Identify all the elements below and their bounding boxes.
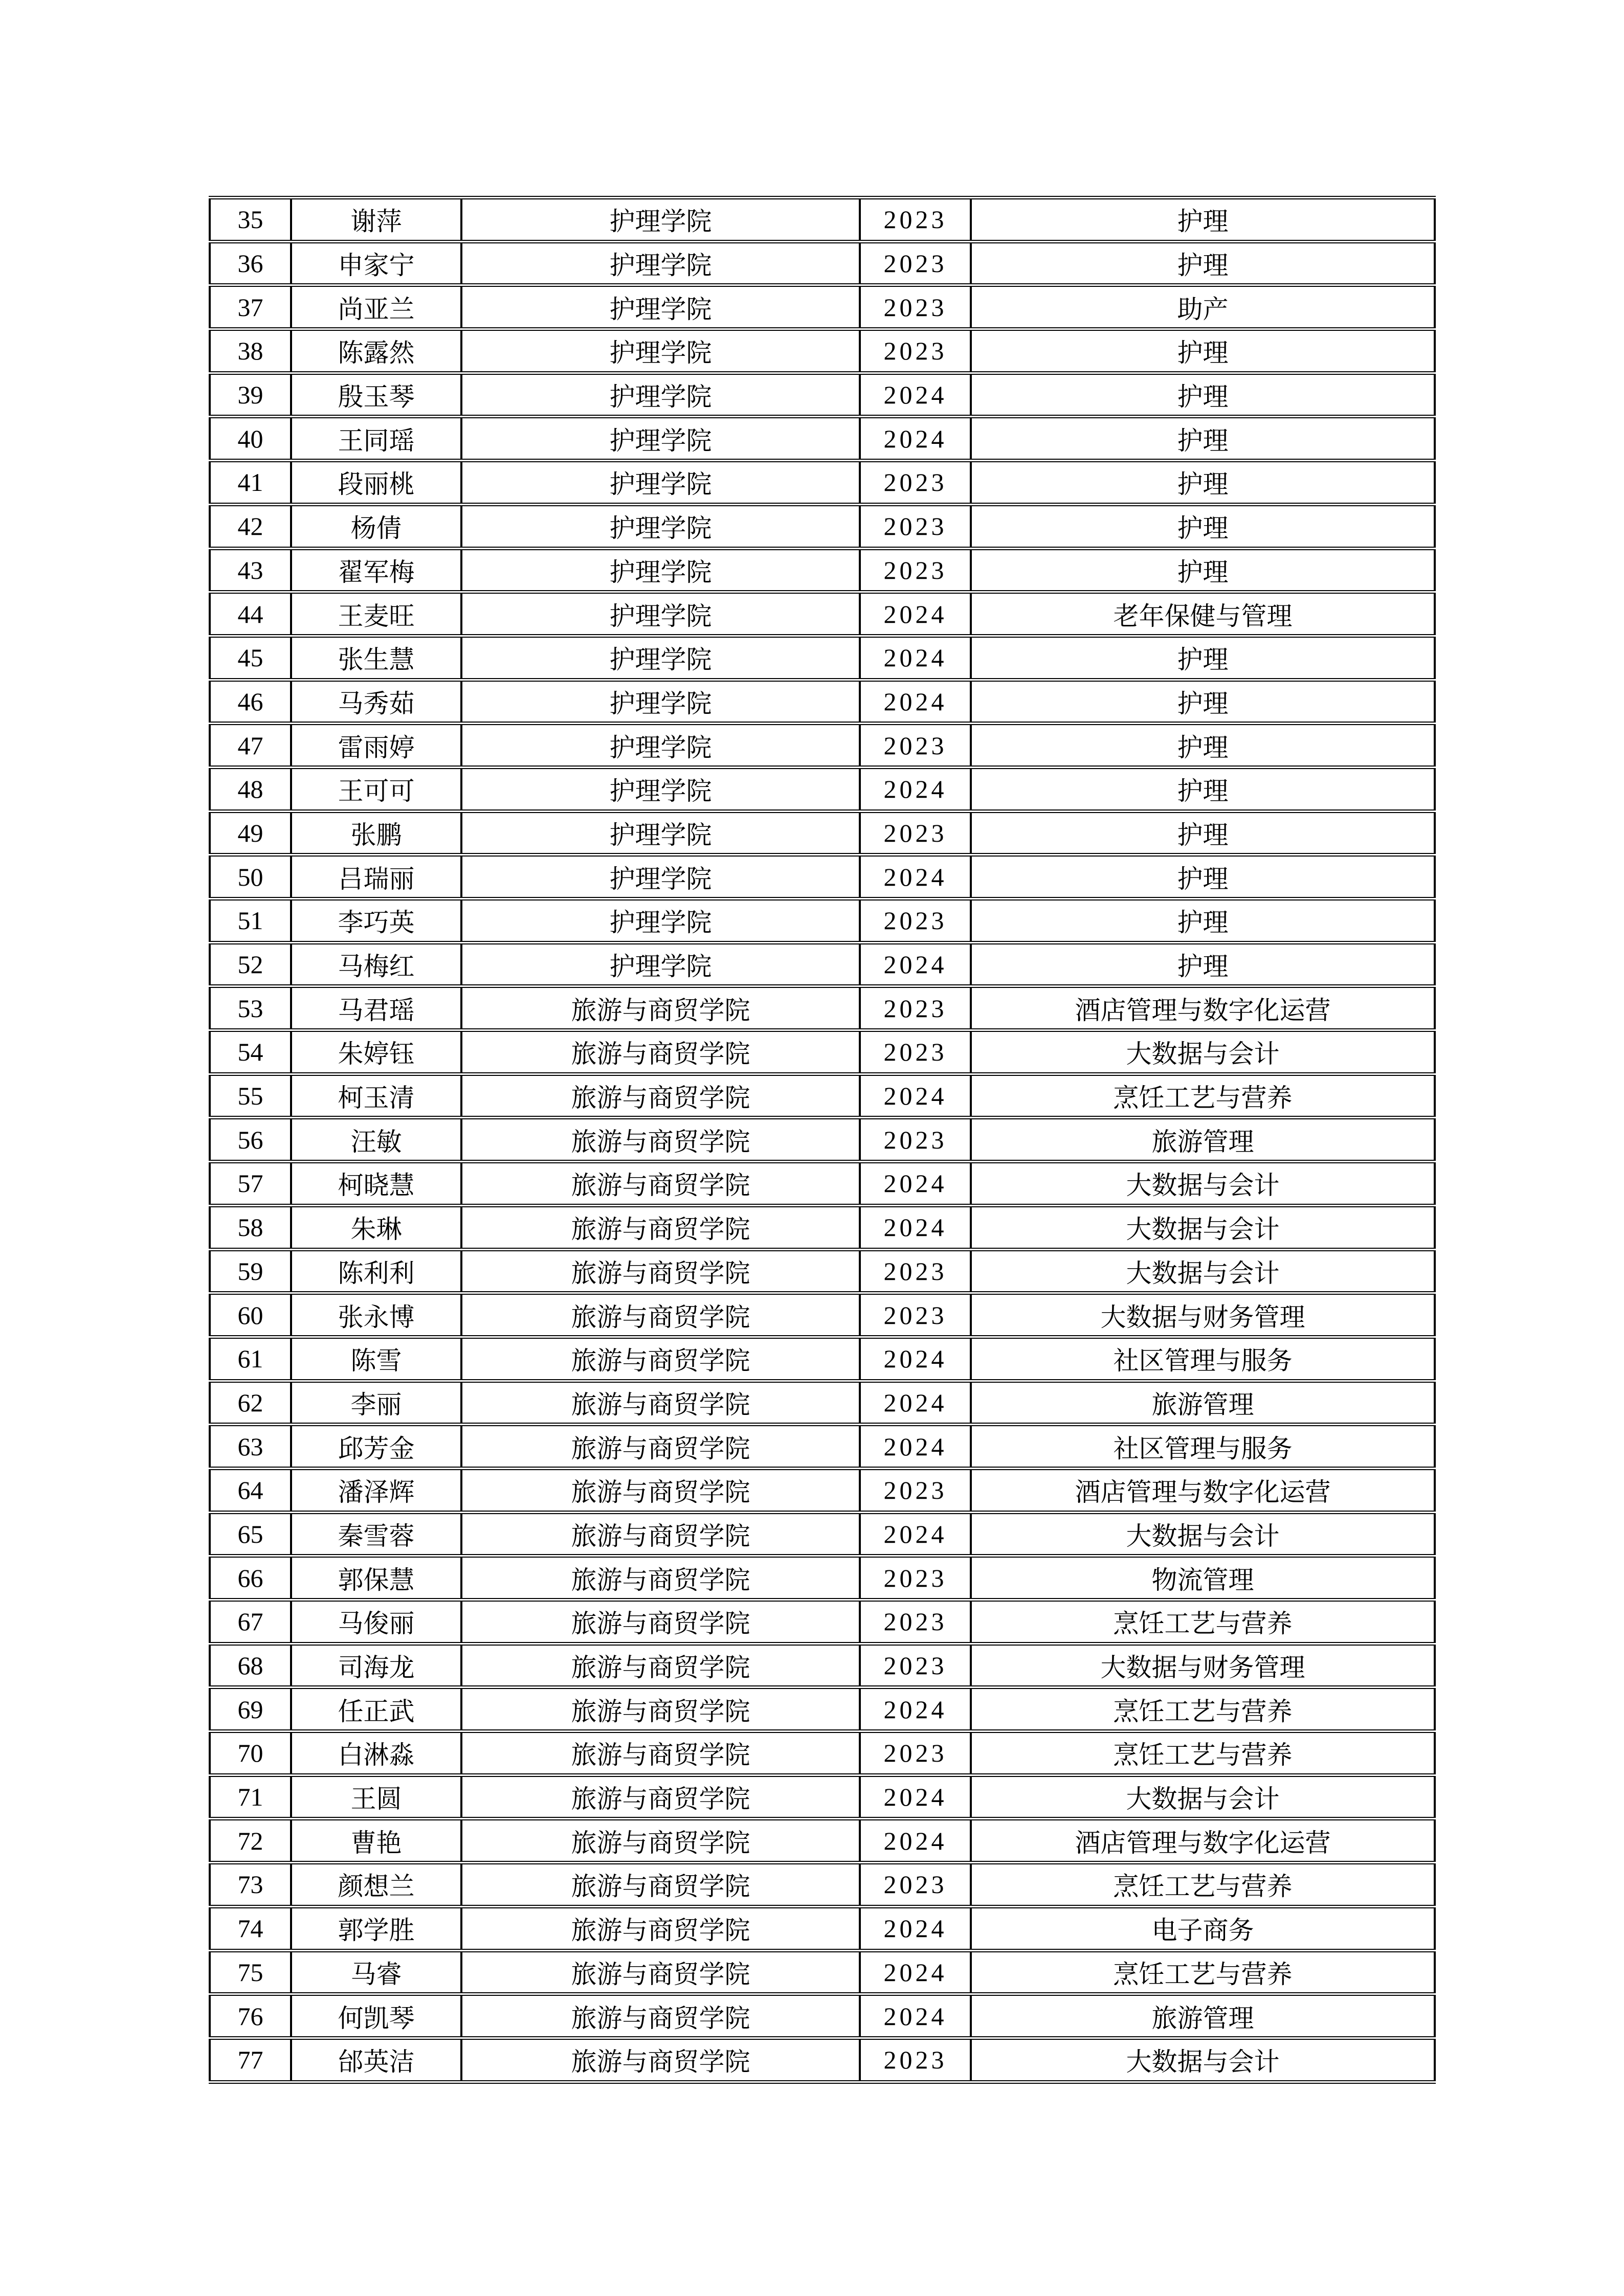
cell-college-name: 护理学院 — [461, 548, 860, 592]
table-row — [210, 1425, 1435, 1469]
cell-major-name: 烹饪工艺与营养 — [971, 1687, 1435, 1731]
cell-college-name: 旅游与商贸学院 — [461, 1775, 860, 1819]
cell-major-name: 护理 — [971, 899, 1435, 943]
cell-major-name: 大数据与会计 — [971, 2038, 1435, 2082]
cell-college-name: 护理学院 — [461, 198, 860, 242]
cell-student-name: 李巧英 — [291, 899, 461, 943]
cell-row-number: 54 — [210, 1030, 291, 1074]
cell-student-name: 陈利利 — [291, 1249, 461, 1293]
cell-college-name: 旅游与商贸学院 — [461, 1030, 860, 1074]
table-row — [210, 1512, 1435, 1556]
cell-student-name: 马梅红 — [291, 942, 461, 986]
cell-row-number: 67 — [210, 1600, 291, 1644]
table-row — [210, 417, 1435, 461]
cell-college-name: 护理学院 — [461, 329, 860, 373]
cell-row-number: 42 — [210, 504, 291, 548]
cell-row-number: 72 — [210, 1819, 291, 1863]
cell-row-number: 48 — [210, 767, 291, 811]
cell-student-name: 汪敏 — [291, 1118, 461, 1162]
cell-row-number: 63 — [210, 1425, 291, 1469]
cell-major-name: 烹饪工艺与营养 — [971, 1600, 1435, 1644]
cell-row-number: 60 — [210, 1293, 291, 1337]
cell-student-name: 司海龙 — [291, 1644, 461, 1687]
cell-enrollment-year: 2023 — [860, 1863, 971, 1907]
cell-row-number: 75 — [210, 1950, 291, 1994]
cell-college-name: 旅游与商贸学院 — [461, 1906, 860, 1950]
cell-college-name: 护理学院 — [461, 373, 860, 417]
table-row — [210, 2038, 1435, 2082]
cell-enrollment-year: 2024 — [860, 1819, 971, 1863]
table-row — [210, 636, 1435, 680]
cell-enrollment-year: 2024 — [860, 636, 971, 680]
cell-student-name: 殷玉琴 — [291, 373, 461, 417]
cell-major-name: 电子商务 — [971, 1906, 1435, 1950]
cell-row-number: 65 — [210, 1512, 291, 1556]
cell-row-number: 61 — [210, 1337, 291, 1381]
cell-enrollment-year: 2024 — [860, 592, 971, 636]
table-row — [210, 461, 1435, 505]
cell-enrollment-year: 2023 — [860, 1249, 971, 1293]
cell-college-name: 旅游与商贸学院 — [461, 1950, 860, 1994]
cell-major-name: 物流管理 — [971, 1556, 1435, 1600]
cell-college-name: 护理学院 — [461, 592, 860, 636]
table-row — [210, 1381, 1435, 1425]
cell-major-name: 烹饪工艺与营养 — [971, 1074, 1435, 1118]
cell-enrollment-year: 2023 — [860, 461, 971, 505]
cell-major-name: 旅游管理 — [971, 1381, 1435, 1425]
cell-row-number: 51 — [210, 899, 291, 943]
cell-enrollment-year: 2023 — [860, 285, 971, 329]
cell-enrollment-year: 2023 — [860, 198, 971, 242]
cell-row-number: 58 — [210, 1205, 291, 1249]
cell-college-name: 护理学院 — [461, 461, 860, 505]
cell-student-name: 王麦旺 — [291, 592, 461, 636]
cell-college-name: 旅游与商贸学院 — [461, 1074, 860, 1118]
cell-major-name: 护理 — [971, 504, 1435, 548]
cell-student-name: 王同瑶 — [291, 417, 461, 461]
cell-major-name: 大数据与财务管理 — [971, 1293, 1435, 1337]
cell-college-name: 旅游与商贸学院 — [461, 1205, 860, 1249]
cell-enrollment-year: 2024 — [860, 1162, 971, 1206]
cell-row-number: 50 — [210, 855, 291, 899]
table-row — [210, 811, 1435, 855]
cell-college-name: 旅游与商贸学院 — [461, 986, 860, 1030]
table-row — [210, 1162, 1435, 1206]
cell-enrollment-year: 2023 — [860, 899, 971, 943]
cell-major-name: 助产 — [971, 285, 1435, 329]
student-roster-table-body — [210, 198, 1435, 2082]
table-row — [210, 1118, 1435, 1162]
table-row — [210, 1644, 1435, 1687]
cell-row-number: 76 — [210, 1994, 291, 2038]
cell-row-number: 77 — [210, 2038, 291, 2082]
cell-college-name: 旅游与商贸学院 — [461, 1162, 860, 1206]
cell-student-name: 陈雪 — [291, 1337, 461, 1381]
cell-enrollment-year: 2024 — [860, 942, 971, 986]
cell-student-name: 王圆 — [291, 1775, 461, 1819]
cell-enrollment-year: 2023 — [860, 1118, 971, 1162]
cell-student-name: 邰英洁 — [291, 2038, 461, 2082]
table-row — [210, 1074, 1435, 1118]
cell-enrollment-year: 2023 — [860, 2038, 971, 2082]
table-row — [210, 1205, 1435, 1249]
cell-major-name: 护理 — [971, 855, 1435, 899]
cell-major-name: 旅游管理 — [971, 1994, 1435, 2038]
cell-college-name: 旅游与商贸学院 — [461, 1249, 860, 1293]
cell-row-number: 37 — [210, 285, 291, 329]
cell-major-name: 大数据与会计 — [971, 1775, 1435, 1819]
table-row — [210, 1950, 1435, 1994]
cell-enrollment-year: 2023 — [860, 1556, 971, 1600]
cell-student-name: 马睿 — [291, 1950, 461, 1994]
cell-row-number: 41 — [210, 461, 291, 505]
cell-student-name: 郭保慧 — [291, 1556, 461, 1600]
cell-row-number: 36 — [210, 241, 291, 285]
cell-major-name: 护理 — [971, 680, 1435, 724]
cell-row-number: 55 — [210, 1074, 291, 1118]
cell-row-number: 53 — [210, 986, 291, 1030]
cell-row-number: 52 — [210, 942, 291, 986]
cell-student-name: 段丽桃 — [291, 461, 461, 505]
student-roster-table — [209, 196, 1436, 2084]
cell-enrollment-year: 2023 — [860, 241, 971, 285]
cell-student-name: 马俊丽 — [291, 1600, 461, 1644]
cell-enrollment-year: 2023 — [860, 1030, 971, 1074]
cell-major-name: 社区管理与服务 — [971, 1337, 1435, 1381]
cell-row-number: 35 — [210, 198, 291, 242]
cell-college-name: 护理学院 — [461, 942, 860, 986]
cell-enrollment-year: 2024 — [860, 1775, 971, 1819]
cell-student-name: 白淋淼 — [291, 1731, 461, 1775]
table-row — [210, 373, 1435, 417]
cell-enrollment-year: 2024 — [860, 767, 971, 811]
cell-row-number: 49 — [210, 811, 291, 855]
cell-major-name: 护理 — [971, 942, 1435, 986]
cell-row-number: 62 — [210, 1381, 291, 1425]
cell-college-name: 旅游与商贸学院 — [461, 1644, 860, 1687]
cell-student-name: 颜想兰 — [291, 1863, 461, 1907]
table-row — [210, 899, 1435, 943]
cell-student-name: 邱芳金 — [291, 1425, 461, 1469]
cell-major-name: 大数据与会计 — [971, 1162, 1435, 1206]
cell-row-number: 44 — [210, 592, 291, 636]
table-row — [210, 1030, 1435, 1074]
cell-enrollment-year: 2023 — [860, 329, 971, 373]
cell-major-name: 酒店管理与数字化运营 — [971, 1468, 1435, 1512]
cell-college-name: 旅游与商贸学院 — [461, 1731, 860, 1775]
cell-major-name: 大数据与会计 — [971, 1205, 1435, 1249]
cell-college-name: 旅游与商贸学院 — [461, 1512, 860, 1556]
cell-enrollment-year: 2024 — [860, 417, 971, 461]
cell-enrollment-year: 2023 — [860, 1600, 971, 1644]
cell-row-number: 57 — [210, 1162, 291, 1206]
cell-row-number: 66 — [210, 1556, 291, 1600]
cell-college-name: 旅游与商贸学院 — [461, 1293, 860, 1337]
table-row — [210, 1994, 1435, 2038]
table-row — [210, 198, 1435, 242]
cell-student-name: 尚亚兰 — [291, 285, 461, 329]
cell-major-name: 护理 — [971, 373, 1435, 417]
cell-enrollment-year: 2024 — [860, 680, 971, 724]
cell-row-number: 43 — [210, 548, 291, 592]
cell-college-name: 旅游与商贸学院 — [461, 1425, 860, 1469]
cell-student-name: 李丽 — [291, 1381, 461, 1425]
cell-major-name: 旅游管理 — [971, 1118, 1435, 1162]
table-row — [210, 285, 1435, 329]
table-row — [210, 767, 1435, 811]
cell-major-name: 酒店管理与数字化运营 — [971, 986, 1435, 1030]
cell-student-name: 马君瑶 — [291, 986, 461, 1030]
cell-enrollment-year: 2023 — [860, 986, 971, 1030]
cell-college-name: 护理学院 — [461, 724, 860, 768]
cell-major-name: 护理 — [971, 811, 1435, 855]
cell-enrollment-year: 2024 — [860, 1950, 971, 1994]
cell-student-name: 杨倩 — [291, 504, 461, 548]
table-row — [210, 241, 1435, 285]
cell-enrollment-year: 2023 — [860, 1468, 971, 1512]
table-row — [210, 855, 1435, 899]
cell-college-name: 旅游与商贸学院 — [461, 1337, 860, 1381]
cell-college-name: 护理学院 — [461, 285, 860, 329]
cell-college-name: 旅游与商贸学院 — [461, 1600, 860, 1644]
cell-college-name: 旅游与商贸学院 — [461, 2038, 860, 2082]
table-row — [210, 329, 1435, 373]
cell-college-name: 旅游与商贸学院 — [461, 1556, 860, 1600]
cell-major-name: 大数据与会计 — [971, 1512, 1435, 1556]
cell-row-number: 40 — [210, 417, 291, 461]
cell-enrollment-year: 2023 — [860, 548, 971, 592]
cell-enrollment-year: 2023 — [860, 504, 971, 548]
cell-college-name: 护理学院 — [461, 680, 860, 724]
table-row — [210, 504, 1435, 548]
table-row — [210, 1687, 1435, 1731]
cell-student-name: 张鹏 — [291, 811, 461, 855]
cell-student-name: 朱琳 — [291, 1205, 461, 1249]
table-row — [210, 1906, 1435, 1950]
cell-student-name: 曹艳 — [291, 1819, 461, 1863]
cell-row-number: 68 — [210, 1644, 291, 1687]
cell-row-number: 46 — [210, 680, 291, 724]
cell-student-name: 潘泽辉 — [291, 1468, 461, 1512]
cell-enrollment-year: 2024 — [860, 1381, 971, 1425]
cell-enrollment-year: 2024 — [860, 855, 971, 899]
cell-major-name: 护理 — [971, 767, 1435, 811]
cell-enrollment-year: 2023 — [860, 724, 971, 768]
cell-college-name: 护理学院 — [461, 504, 860, 548]
table-row — [210, 1556, 1435, 1600]
cell-student-name: 翟军梅 — [291, 548, 461, 592]
cell-college-name: 旅游与商贸学院 — [461, 1994, 860, 2038]
cell-student-name: 谢萍 — [291, 198, 461, 242]
cell-college-name: 旅游与商贸学院 — [461, 1468, 860, 1512]
cell-enrollment-year: 2024 — [860, 373, 971, 417]
cell-enrollment-year: 2024 — [860, 1337, 971, 1381]
cell-row-number: 64 — [210, 1468, 291, 1512]
cell-enrollment-year: 2024 — [860, 1205, 971, 1249]
cell-student-name: 王可可 — [291, 767, 461, 811]
cell-college-name: 护理学院 — [461, 767, 860, 811]
table-row — [210, 986, 1435, 1030]
cell-student-name: 柯玉清 — [291, 1074, 461, 1118]
cell-major-name: 护理 — [971, 329, 1435, 373]
cell-student-name: 郭学胜 — [291, 1906, 461, 1950]
cell-student-name: 朱婷钰 — [291, 1030, 461, 1074]
cell-enrollment-year: 2023 — [860, 1644, 971, 1687]
cell-college-name: 护理学院 — [461, 855, 860, 899]
cell-student-name: 申家宁 — [291, 241, 461, 285]
cell-college-name: 旅游与商贸学院 — [461, 1687, 860, 1731]
cell-student-name: 陈露然 — [291, 329, 461, 373]
cell-major-name: 护理 — [971, 461, 1435, 505]
cell-major-name: 大数据与财务管理 — [971, 1644, 1435, 1687]
cell-student-name: 张生慧 — [291, 636, 461, 680]
cell-college-name: 旅游与商贸学院 — [461, 1118, 860, 1162]
cell-student-name: 雷雨婷 — [291, 724, 461, 768]
cell-student-name: 任正武 — [291, 1687, 461, 1731]
cell-major-name: 大数据与会计 — [971, 1249, 1435, 1293]
table-row — [210, 1337, 1435, 1381]
cell-enrollment-year: 2023 — [860, 811, 971, 855]
table-row — [210, 1293, 1435, 1337]
cell-student-name: 马秀茹 — [291, 680, 461, 724]
cell-major-name: 护理 — [971, 417, 1435, 461]
cell-major-name: 烹饪工艺与营养 — [971, 1731, 1435, 1775]
cell-student-name: 柯晓慧 — [291, 1162, 461, 1206]
cell-college-name: 护理学院 — [461, 417, 860, 461]
cell-row-number: 59 — [210, 1249, 291, 1293]
cell-row-number: 56 — [210, 1118, 291, 1162]
table-row — [210, 548, 1435, 592]
cell-row-number: 38 — [210, 329, 291, 373]
cell-enrollment-year: 2024 — [860, 1425, 971, 1469]
cell-row-number: 69 — [210, 1687, 291, 1731]
student-roster-table-container — [209, 196, 1423, 2084]
cell-enrollment-year: 2024 — [860, 1906, 971, 1950]
table-row — [210, 724, 1435, 768]
table-row — [210, 1731, 1435, 1775]
table-row — [210, 1819, 1435, 1863]
cell-major-name: 护理 — [971, 198, 1435, 242]
table-row — [210, 1468, 1435, 1512]
table-row — [210, 1775, 1435, 1819]
cell-row-number: 45 — [210, 636, 291, 680]
table-row — [210, 1600, 1435, 1644]
cell-row-number: 70 — [210, 1731, 291, 1775]
cell-college-name: 护理学院 — [461, 899, 860, 943]
cell-row-number: 47 — [210, 724, 291, 768]
table-row — [210, 1863, 1435, 1907]
cell-college-name: 旅游与商贸学院 — [461, 1819, 860, 1863]
cell-major-name: 酒店管理与数字化运营 — [971, 1819, 1435, 1863]
cell-enrollment-year: 2024 — [860, 1687, 971, 1731]
cell-row-number: 73 — [210, 1863, 291, 1907]
cell-enrollment-year: 2023 — [860, 1293, 971, 1337]
cell-college-name: 旅游与商贸学院 — [461, 1381, 860, 1425]
cell-college-name: 护理学院 — [461, 811, 860, 855]
cell-enrollment-year: 2023 — [860, 1731, 971, 1775]
cell-student-name: 秦雪蓉 — [291, 1512, 461, 1556]
table-row — [210, 1249, 1435, 1293]
cell-major-name: 烹饪工艺与营养 — [971, 1863, 1435, 1907]
table-row — [210, 592, 1435, 636]
cell-row-number: 74 — [210, 1906, 291, 1950]
cell-major-name: 社区管理与服务 — [971, 1425, 1435, 1469]
cell-college-name: 护理学院 — [461, 636, 860, 680]
cell-enrollment-year: 2024 — [860, 1512, 971, 1556]
cell-student-name: 何凯琴 — [291, 1994, 461, 2038]
cell-major-name: 大数据与会计 — [971, 1030, 1435, 1074]
cell-major-name: 护理 — [971, 548, 1435, 592]
cell-major-name: 护理 — [971, 636, 1435, 680]
cell-major-name: 护理 — [971, 724, 1435, 768]
cell-college-name: 旅游与商贸学院 — [461, 1863, 860, 1907]
cell-row-number: 71 — [210, 1775, 291, 1819]
cell-enrollment-year: 2024 — [860, 1994, 971, 2038]
cell-student-name: 张永博 — [291, 1293, 461, 1337]
cell-major-name: 护理 — [971, 241, 1435, 285]
table-row — [210, 680, 1435, 724]
cell-major-name: 老年保健与管理 — [971, 592, 1435, 636]
cell-enrollment-year: 2024 — [860, 1074, 971, 1118]
cell-college-name: 护理学院 — [461, 241, 860, 285]
cell-student-name: 吕瑞丽 — [291, 855, 461, 899]
table-row — [210, 942, 1435, 986]
cell-row-number: 39 — [210, 373, 291, 417]
cell-major-name: 烹饪工艺与营养 — [971, 1950, 1435, 1994]
